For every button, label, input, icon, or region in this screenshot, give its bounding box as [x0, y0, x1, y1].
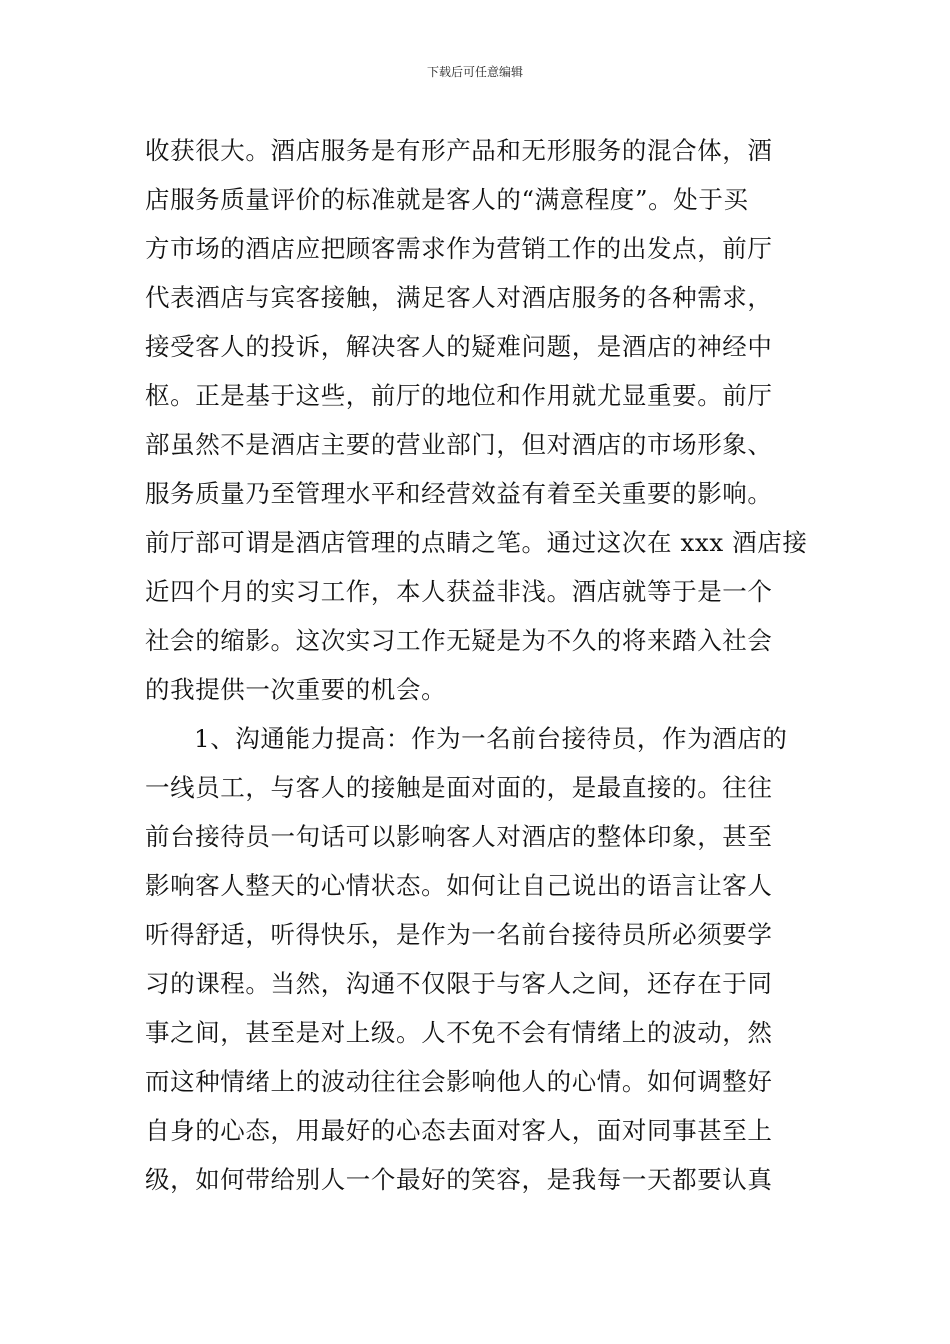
text-line: 近四个月的实习工作，本人获益非浅。酒店就等于是一个 [145, 577, 773, 606]
text-line: 社会的缩影。这次实习工作无疑是为不久的将来踏入社会 [145, 626, 773, 655]
paragraph-1 [145, 126, 810, 714]
page-header: 下载后可任意编辑 [426, 65, 523, 79]
text-line: 级，如何带给别人一个最好的笑容，是我每一天都要认真 [145, 1165, 773, 1194]
text-line: 枢。正是基于这些，前厅的地位和作用就尤显重要。前厅 [145, 381, 773, 410]
text-line: 影响客人整天的心情状态。如何让自己说出的语言让客人 [145, 871, 773, 900]
document-body [145, 126, 810, 1204]
text-line: 事之间，甚至是对上级。人不免不会有情绪上的波动，然 [145, 1018, 773, 1047]
paragraph-2 [145, 714, 810, 1204]
text-line: 部虽然不是酒店主要的营业部门，但对酒店的市场形象、 [145, 430, 773, 459]
text-line: 的我提供一次重要的机会。 [145, 675, 447, 704]
text-line: 收获很大。酒店服务是有形产品和无形服务的混合体，酒 [145, 136, 773, 165]
text-line: 习的课程。当然，沟通不仅限于与客人之间，还存在于同 [145, 969, 773, 998]
text-line: 接受客人的投诉，解决客人的疑难问题，是酒店的神经中 [145, 332, 773, 361]
text-line: 1、沟通能力提高：作为一名前台接待员，作为酒店的 [194, 724, 788, 753]
text-line: 服务质量乃至管理水平和经营效益有着至关重要的影响。 [145, 479, 773, 508]
text-line: 代表酒店与宾客接触，满足客人对酒店服务的各种需求， [145, 283, 773, 312]
text-line: 听得舒适，听得快乐，是作为一名前台接待员所必须要学 [145, 920, 773, 949]
text-line: 自身的心态，用最好的心态去面对客人，面对同事甚至上 [145, 1116, 773, 1145]
text-line: 前台接待员一句话可以影响客人对酒店的整体印象，甚至 [145, 822, 773, 851]
text-line: 方市场的酒店应把顾客需求作为营销工作的出发点，前厅 [145, 234, 773, 263]
text-line: 而这种情绪上的波动往往会影响他人的心情。如何调整好 [145, 1067, 773, 1096]
text-line: 一线员工，与客人的接触是面对面的，是最直接的。往往 [145, 773, 773, 802]
text-line: 前厅部可谓是酒店管理的点睛之笔。通过这次在 xxx 酒店接 [145, 528, 808, 557]
text-line: 店服务质量评价的标准就是客人的“满意程度”。处于买 [145, 185, 749, 214]
